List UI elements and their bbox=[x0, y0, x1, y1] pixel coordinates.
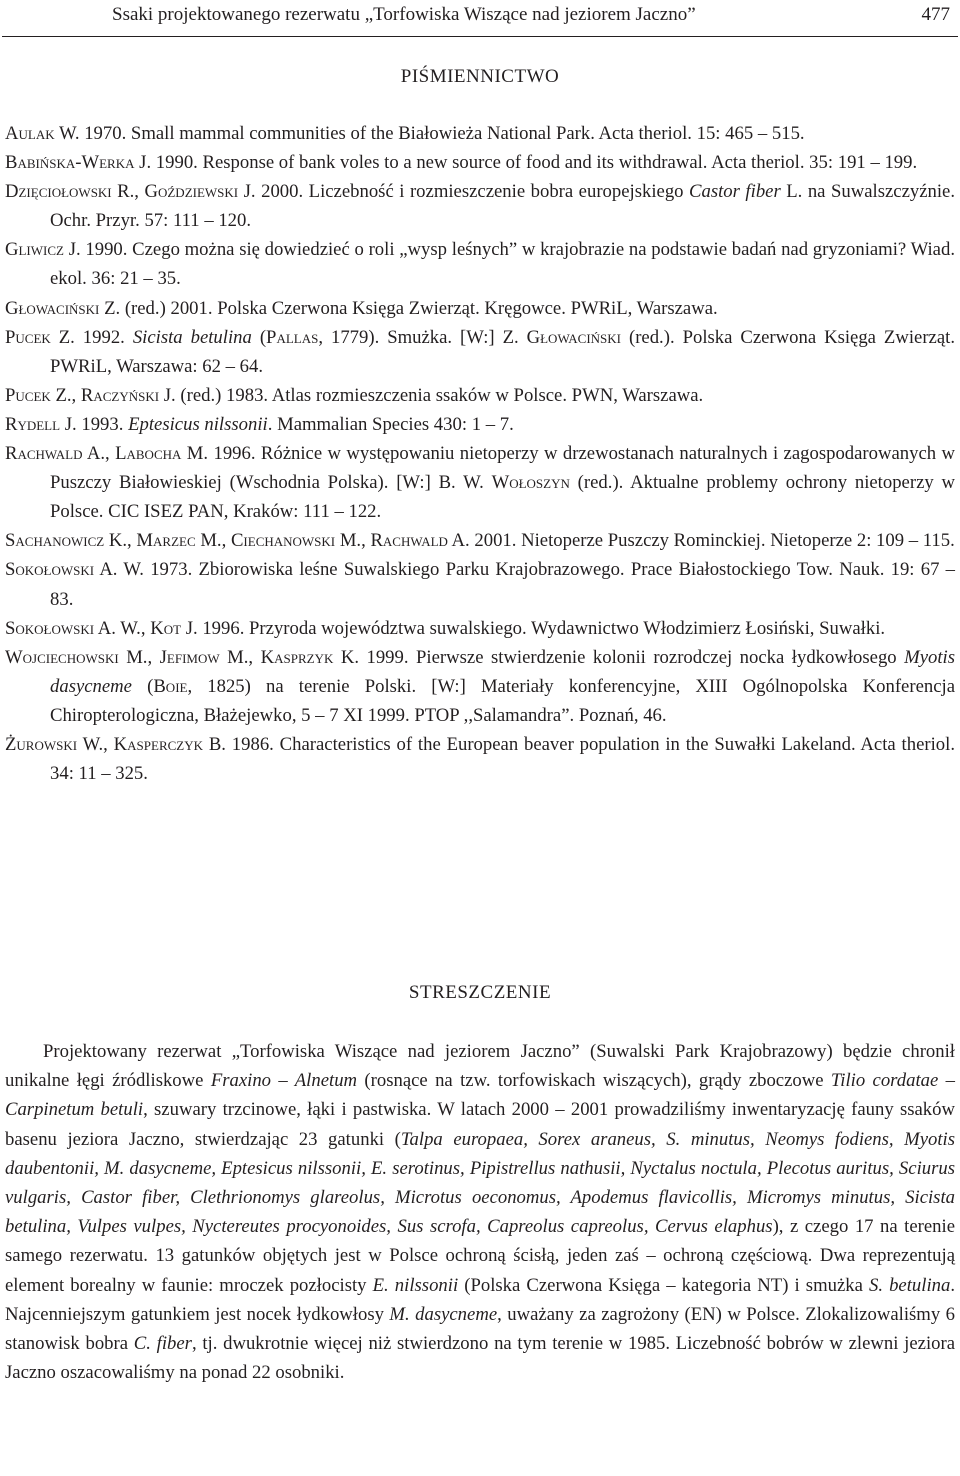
reference-entry bbox=[5, 381, 955, 410]
reference-entry bbox=[5, 730, 955, 788]
text-run: ), z czego 17 na terenie samego rezerwatu. 13 gatunków objętych jest w Polsce ochroną ścisłą, jeden zaś – ochroną częściową. Dwa reprezentują element borealny w faunie: mroczek pozłocisty bbox=[5, 1216, 955, 1296]
italic-text: M. dasycneme bbox=[389, 1303, 498, 1325]
text-run: K. 1999. Pierwsze stwierdzenie kolonii rozrodczej nocka łydkowłosego bbox=[333, 646, 905, 668]
text-run: M., bbox=[195, 530, 231, 552]
text-run: , tj. dwukrotnie więcej niż stwierdzono na tym terenie w 1985. Liczebność bobrów w zlewni jeziora Jaczno oszacowaliśmy na ponad 22 osobniki. bbox=[5, 1333, 956, 1384]
text-run: , uważany za zagrożony (EN) w Polsce. Zlokalizowaliśmy 6 stanowisk bobra bbox=[5, 1303, 956, 1355]
author-name: Głowaciński bbox=[5, 297, 100, 319]
text-run: Z., bbox=[50, 384, 81, 406]
text-run: A. W. 1973. Zbiorowiska leśne Suwalskiego Parku Krajobrazowego. Prace Białostockiego Tow. Nauk. 19: 67 – 83. bbox=[50, 559, 955, 610]
text-run: (rosnące na tzw. torfowiskach wiszących), grądy zboczowe bbox=[357, 1070, 831, 1092]
references-heading: PIŚMIENNICTWO bbox=[400, 66, 560, 87]
italic-text: Castor fiber bbox=[689, 181, 781, 203]
reference-entry bbox=[5, 119, 955, 148]
text-run: B. 1986. Characteristics of the European beaver population in the Suwałki Lakeland. Acta theriol. 34: 11 – 325. bbox=[50, 733, 955, 785]
text-run: Projektowany rezerwat „Torfowiska Wiszące nad jeziorem Jaczno” (Suwalski Park Krajobrazowy) będzie chronił unikalne łęgi źródliskowe bbox=[5, 1041, 955, 1092]
reference-entry bbox=[5, 235, 955, 293]
italic-text: S. betulina bbox=[868, 1274, 951, 1296]
text-run: (red.). Aktualne problemy ochrony nietoperzy w Polsce. CIC ISEZ PAN, Kraków: 111 – 122. bbox=[50, 472, 956, 523]
italic-text: Talpa europaea, Sorex araneus, S. minutus, Neomys fodiens, Myotis daubentonii, M. dasycneme, Eptesicus nilssonii, E. serotinus, Pipistrellus nathusii, Nyctalus noctula, Plecotus auritus, Sciurus vulgaris, Castor fiber, Clethrionomys glareolus, Microtus oeconomus, Apodemus flavicollis, Micromys minutus, Sicista betulina, Vulpes vulpes, Nyctereutes procyonoides, Sus scrofa, Capreolus capreolus, Cervus elaphus bbox=[5, 1128, 955, 1238]
text-run: , 1825) na terenie Polski. [W:] Materiały konferencyjne, XIII Ogólnopolska Konferencja Chiropterologiczna, Błażejewko, 5 – 7 XI 1999. PTOP ,,Salamandra”. Poznań, 46. bbox=[50, 675, 955, 726]
reference-entry bbox=[5, 643, 955, 730]
text-run: , 1779). Smużka. [W:] Z. bbox=[318, 326, 527, 348]
reference-entry bbox=[5, 148, 955, 177]
reference-entry bbox=[5, 177, 955, 235]
italic-text: E. nilssonii bbox=[372, 1274, 459, 1296]
text-run: . Najcenniejszym gatunkiem jest nocek łydkowłosy bbox=[5, 1274, 955, 1325]
author-name: Raczyński bbox=[80, 384, 160, 406]
reference-entry bbox=[5, 410, 955, 439]
author-name: Sachanowicz bbox=[5, 530, 105, 552]
text-run: . Mammalian Species 430: 1 – 7. bbox=[267, 413, 514, 435]
author-name: Dzięciołowski bbox=[5, 181, 112, 203]
author-name: Kot bbox=[150, 617, 182, 639]
reference-entry bbox=[5, 555, 955, 613]
author-name: Aulak bbox=[5, 123, 55, 144]
author-name: Sokołowski bbox=[5, 559, 95, 581]
text-run: (Polska Czerwona Księga – kategoria NT) i smużka bbox=[458, 1274, 869, 1296]
text-run: J. 1993. bbox=[60, 413, 129, 435]
author-name: Kasprzyk bbox=[260, 646, 334, 668]
running-title: Ssaki projektowanego rezerwatu „Torfowiska Wiszące nad jeziorem Jaczno” bbox=[112, 4, 696, 25]
text-run: ( bbox=[251, 326, 267, 348]
author-name: Labocha bbox=[115, 443, 182, 465]
text-run: (red.). Polska Czerwona Księga Zwierząt. PWRiL, Warszawa: 62 – 64. bbox=[50, 326, 956, 377]
author-name: Ciechanowski bbox=[230, 530, 336, 552]
text-run: M., bbox=[118, 646, 160, 668]
author-name: Babińska-Werka bbox=[5, 152, 135, 174]
header-rule bbox=[2, 36, 958, 37]
text-run: ( bbox=[131, 675, 154, 697]
text-run: Z. (red.) 2001. Polska Czerwona Księga Zwierząt. Kręgowce. PWRiL, Warszawa. bbox=[99, 297, 718, 319]
text-run: M., bbox=[335, 530, 371, 552]
text-run: A., bbox=[82, 443, 116, 465]
author-name: Pucek bbox=[5, 326, 51, 348]
italic-text: Tilio cordatae – Carpinetum betuli bbox=[5, 1070, 955, 1121]
author-name: Rachwald bbox=[370, 530, 448, 552]
text-run: K., bbox=[104, 530, 137, 552]
text-run: L. na Suwalszczyźnie. Ochr. Przyr. 57: 111 – 120. bbox=[50, 181, 956, 232]
text-run: , szuwary trzcinowe, łąki i pastwiska. W latach 2000 – 2001 prowadziliśmy inwentaryzację fauny ssaków basenu jeziora Jaczno, stwierdzając 23 gatunki ( bbox=[5, 1099, 955, 1150]
reference-entry bbox=[5, 323, 955, 381]
text-run: J. 1990. Response of bank voles to a new source of food and its withdrawal. Acta theriol. 35: 191 – 199. bbox=[134, 152, 918, 174]
italic-text: C. fiber bbox=[133, 1333, 192, 1355]
reference-entry bbox=[5, 526, 955, 555]
italic-text: Eptesicus nilssonii bbox=[128, 413, 268, 435]
text-run: J. 2000. Liczebność i rozmieszczenie bobra europejskiego bbox=[238, 181, 690, 203]
text-run: A. 2001. Nietoperze Puszczy Rominckiej. Nietoperze 2: 109 – 115. bbox=[447, 530, 955, 552]
author-name: Marzec bbox=[136, 530, 196, 552]
text-run: Z. 1992. bbox=[50, 326, 133, 348]
author-name: Goździewski bbox=[144, 181, 239, 203]
references-list bbox=[5, 119, 955, 788]
author-name: Wojciechowski bbox=[5, 646, 119, 668]
text-run: J. 1990. Czego można się dowiedzieć o roli „wysp leśnych” w krajobrazie na podstawie badań nad gryzoniami? Wiad. ekol. 36: 21 – 35. bbox=[50, 239, 955, 290]
author-name: Głowaciński bbox=[526, 326, 622, 348]
author-name: Gliwicz bbox=[5, 239, 64, 261]
text-run: J. 1996. Przyroda województwa suwalskiego. Wydawnictwo Włodzimierz Łosiński, Suwałki. bbox=[181, 617, 886, 639]
text-run: J. (red.) 1983. Atlas rozmieszczenia ssaków w Polsce. PWN, Warszawa. bbox=[159, 384, 704, 406]
author-name: Pallas bbox=[266, 326, 319, 348]
reference-entry bbox=[5, 294, 955, 323]
text-run: W., bbox=[77, 733, 114, 755]
italic-text: Sicista betulina bbox=[132, 326, 252, 348]
italic-text: Fraxino – Alnetum bbox=[210, 1070, 358, 1092]
text-run: W. 1970. Small mammal communities of the Białowieża National Park. Acta theriol. 15: 465 – 515. bbox=[54, 123, 805, 144]
author-name: Wołoszyn bbox=[491, 472, 570, 494]
author-name: Pucek bbox=[5, 384, 51, 406]
author-name: Rydell bbox=[5, 413, 61, 435]
summary-heading: STRESZCZENIE bbox=[408, 982, 552, 1003]
text-run: R., bbox=[111, 181, 145, 203]
summary-paragraph bbox=[5, 1037, 955, 1387]
author-name: Żurowski bbox=[5, 733, 78, 755]
author-name: Jefimow bbox=[159, 646, 220, 668]
author-name: Kasperczyk bbox=[113, 733, 204, 755]
text-run: A. W., bbox=[94, 617, 151, 639]
text-run: M., bbox=[219, 646, 261, 668]
author-name: Rachwald bbox=[5, 443, 83, 465]
reference-entry bbox=[5, 439, 955, 526]
text-run: M. 1996. Różnice w występowaniu nietoperzy w drzewostanach naturalnych i zagospodarowanych w Puszczy Białowieskiej (Wschodnia Polska). [W:] B. W. bbox=[50, 443, 956, 494]
author-name: Sokołowski bbox=[5, 617, 95, 639]
italic-text: Myotis dasycneme bbox=[50, 646, 955, 697]
page-header bbox=[0, 0, 960, 36]
author-name: Boie bbox=[153, 675, 188, 697]
page-number: 477 bbox=[921, 4, 950, 25]
reference-entry bbox=[5, 614, 955, 643]
